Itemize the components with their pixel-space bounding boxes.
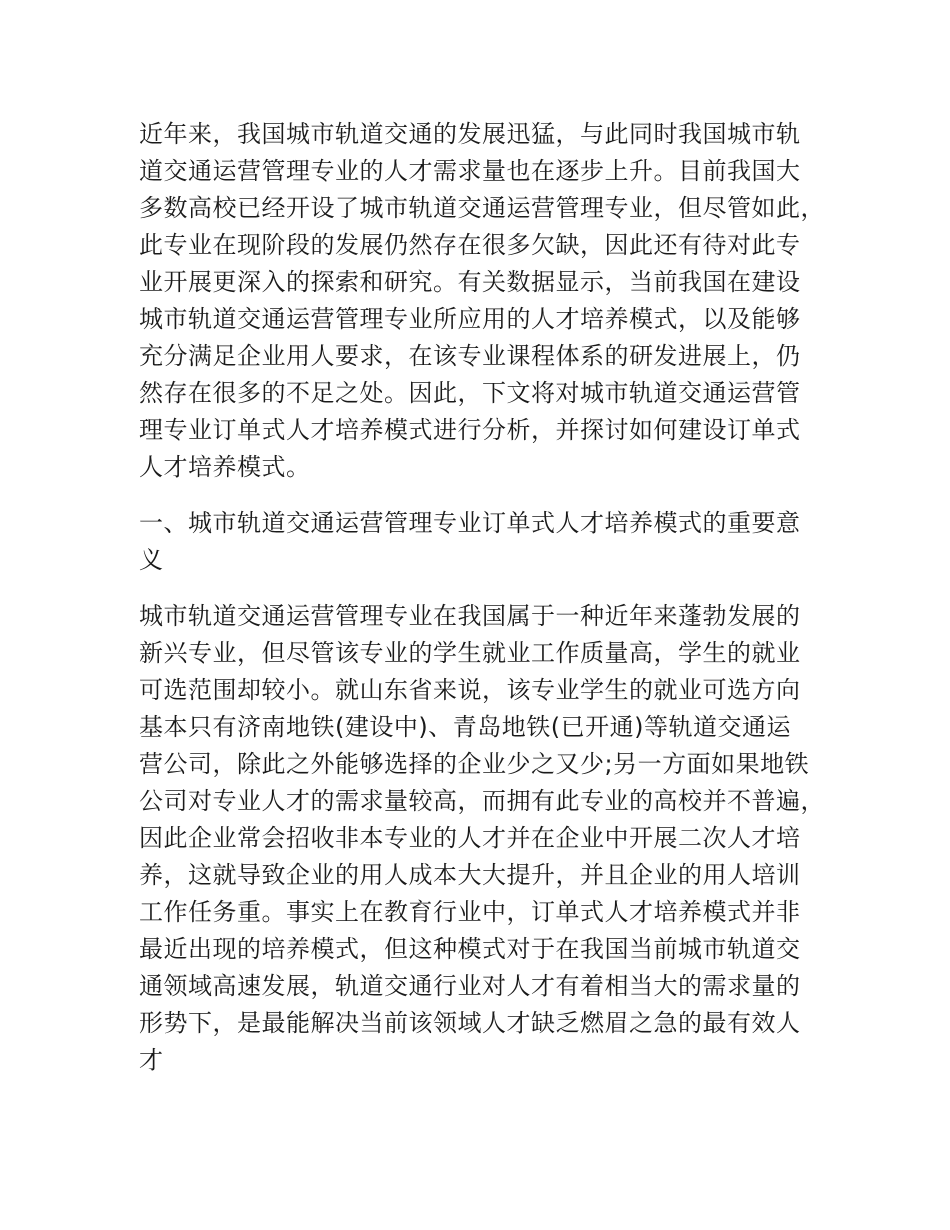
text-line: 形势下，是最能解决当前该领域人才缺乏燃眉之急的最有效人: [139, 1009, 801, 1037]
section-heading: [139, 505, 811, 579]
text-line: 城市轨道交通运营管理专业在我国属于一种近年来蓬勃发展的: [139, 602, 801, 630]
text-line: 可选范围却较小。就山东省来说，该专业学生的就业可选方向: [139, 676, 801, 704]
paragraph-spacer: [139, 579, 811, 598]
text-line: 城市轨道交通运营管理专业所应用的人才培养模式，以及能够: [139, 305, 801, 333]
intro-paragraph: [139, 116, 825, 486]
text-line: 基本只有济南地铁(建设中)、青岛地铁(已开通)等轨道交通运: [139, 713, 791, 741]
text-line: 此专业在现阶段的发展仍然存在很多欠缺，因此还有待对此专: [139, 231, 801, 259]
paragraph-spacer: [139, 486, 811, 505]
text-line: 道交通运营管理专业的人才需求量也在逐步上升。目前我国大: [139, 157, 801, 185]
text-line: 人才培养模式。: [139, 453, 311, 481]
heading-line: 义: [139, 546, 164, 574]
text-line: 最近出现的培养模式，但这种模式对于在我国当前城市轨道交: [139, 935, 801, 963]
text-line: 近年来，我国城市轨道交通的发展迅猛，与此同时我国城市轨: [139, 120, 801, 148]
text-line: 通领域高速发展，轨道交通行业对人才有着相当大的需求量的: [139, 972, 801, 1000]
text-line: 然存在很多的不足之处。因此，下文将对城市轨道交通运营管: [139, 379, 801, 407]
heading-line: 一、城市轨道交通运营管理专业订单式人才培养模式的重要意: [139, 509, 801, 537]
text-line: 理专业订单式人才培养模式进行分析，并探讨如何建设订单式: [139, 416, 801, 444]
text-line: 新兴专业，但尽管该专业的学生就业工作质量高，学生的就业: [139, 639, 801, 667]
text-line: 工作任务重。事实上在教育行业中，订单式人才培养模式并非: [139, 898, 801, 926]
text-line: 养，这就导致企业的用人成本大大提升，并且企业的用人培训: [139, 861, 801, 889]
body-paragraph: [139, 598, 825, 1079]
text-line: 业开展更深入的探索和研究。有关数据显示，当前我国在建设: [139, 268, 801, 296]
text-line: 营公司，除此之外能够选择的企业少之又少;另一方面如果地铁: [139, 750, 810, 778]
text-line: 多数高校已经开设了城市轨道交通运营管理专业，但尽管如此，: [139, 194, 825, 222]
text-line: 充分满足企业用人要求，在该专业课程体系的研发进展上，仍: [139, 342, 801, 370]
text-line: 才: [139, 1046, 164, 1074]
document-body: [139, 116, 825, 1079]
text-line: 公司对专业人才的需求量较高，而拥有此专业的高校并不普遍，: [139, 787, 825, 815]
text-line: 因此企业常会招收非本专业的人才并在企业中开展二次人才培: [139, 824, 801, 852]
